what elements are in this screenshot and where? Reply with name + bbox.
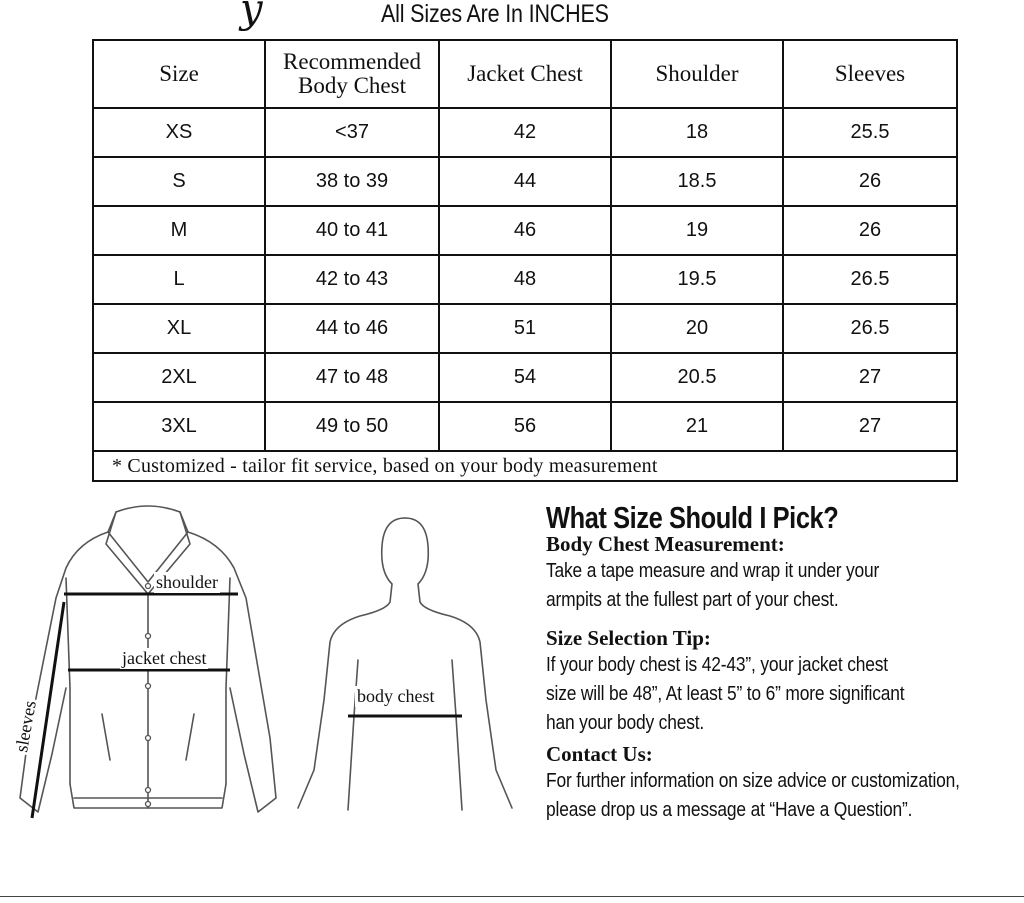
text-line: If your body chest is 42-43”, your jacket chest	[546, 654, 888, 676]
cell-sleeves: 26	[783, 206, 957, 255]
cell-sleeves: 25.5	[783, 108, 957, 157]
jacket-chest-label: jacket chest	[122, 648, 207, 668]
cell-shoulder: 19	[611, 206, 783, 255]
text-line: han your body chest.	[546, 712, 705, 734]
table-row	[93, 157, 957, 206]
table-header-row	[93, 40, 957, 108]
cell-size: S	[93, 157, 265, 206]
cell-sleeves: 26	[783, 157, 957, 206]
text-line: size will be 48”, At least 5” to 6” more significant	[546, 683, 905, 705]
cell-jacket-chest: 54	[439, 353, 611, 402]
section-text-size-tip	[546, 651, 962, 738]
column-header-jacket-chest: Jacket Chest	[439, 40, 611, 108]
cell-size: XS	[93, 108, 265, 157]
cell-sleeves: 27	[783, 402, 957, 451]
column-header-line-2: Body Chest	[298, 73, 406, 98]
cell-shoulder: 19.5	[611, 255, 783, 304]
cell-jacket-chest: 51	[439, 304, 611, 353]
cell-shoulder: 18.5	[611, 157, 783, 206]
cell-shoulder: 20	[611, 304, 783, 353]
cell-size: XL	[93, 304, 265, 353]
cell-sleeves: 26.5	[783, 255, 957, 304]
size-guide-panel	[546, 500, 1024, 825]
guide-heading: What Size Should I Pick?	[546, 500, 839, 535]
table-row	[93, 206, 957, 255]
brand-logo-fragment: y	[240, 0, 263, 32]
section-text-contact	[546, 767, 962, 825]
text-line: armpits at the fullest part of your chest.	[546, 589, 839, 611]
column-header-recommended-body-chest	[265, 40, 439, 108]
table-row	[93, 402, 957, 451]
cell-jacket-chest: 46	[439, 206, 611, 255]
cell-body-chest: 40 to 41	[265, 206, 439, 255]
units-note: All Sizes Are In INCHES	[381, 0, 609, 28]
cell-sleeves: 27	[783, 353, 957, 402]
column-header-line-1: Recommended	[283, 49, 421, 74]
cell-jacket-chest: 56	[439, 402, 611, 451]
body-silhouette-illustration	[290, 510, 520, 815]
column-header-sleeves: Sleeves	[783, 40, 957, 108]
bottom-divider	[0, 896, 1024, 897]
cell-body-chest: <37	[265, 108, 439, 157]
cell-body-chest: 44 to 46	[265, 304, 439, 353]
section-title-body-chest: Body Chest Measurement:	[546, 532, 785, 556]
cell-body-chest: 42 to 43	[265, 255, 439, 304]
text-line: Take a tape measure and wrap it under your	[546, 560, 880, 582]
table-footnote: * Customized - tailor fit service, based on your body measurement	[93, 451, 957, 481]
cell-shoulder: 21	[611, 402, 783, 451]
section-title-contact: Contact Us:	[546, 742, 653, 766]
cell-size: 3XL	[93, 402, 265, 451]
section-title-size-tip: Size Selection Tip:	[546, 626, 711, 650]
cell-jacket-chest: 42	[439, 108, 611, 157]
cell-body-chest: 49 to 50	[265, 402, 439, 451]
sleeves-label: sleeves	[11, 697, 41, 756]
cell-jacket-chest: 48	[439, 255, 611, 304]
shoulder-label: shoulder	[156, 572, 218, 592]
column-header-shoulder: Shoulder	[611, 40, 783, 108]
cell-body-chest: 38 to 39	[265, 157, 439, 206]
section-text-body-chest	[546, 557, 962, 615]
table-row	[93, 353, 957, 402]
cell-size: M	[93, 206, 265, 255]
cell-shoulder: 20.5	[611, 353, 783, 402]
cell-shoulder: 18	[611, 108, 783, 157]
cell-sleeves: 26.5	[783, 304, 957, 353]
text-line: For further information on size advice or customization,	[546, 770, 960, 792]
text-line: please drop us a message at “Have a Question”.	[546, 799, 913, 821]
cell-size: L	[93, 255, 265, 304]
table-footnote-row	[93, 451, 957, 481]
body-chest-label: body chest	[357, 686, 435, 706]
cell-size: 2XL	[93, 353, 265, 402]
column-header-size: Size	[93, 40, 265, 108]
cell-body-chest: 47 to 48	[265, 353, 439, 402]
size-chart-table	[92, 39, 958, 482]
cell-jacket-chest: 44	[439, 157, 611, 206]
table-row	[93, 255, 957, 304]
table-row	[93, 304, 957, 353]
table-row	[93, 108, 957, 157]
